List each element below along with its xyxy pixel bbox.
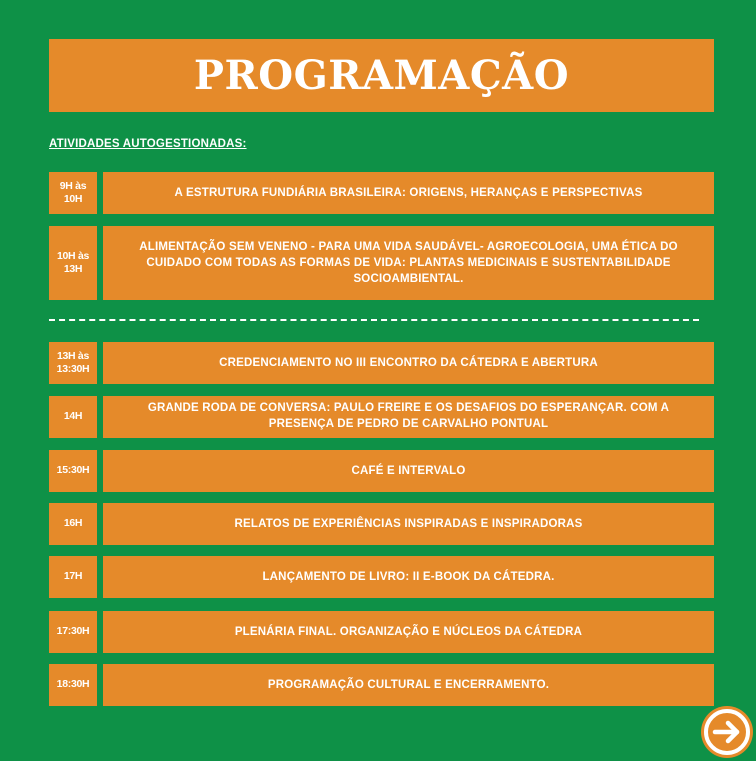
schedule-row	[49, 226, 714, 300]
time-slot	[49, 342, 97, 384]
time-slot: 17:30H	[49, 611, 97, 653]
schedule-row	[49, 503, 714, 545]
event-title: PLENÁRIA FINAL. ORGANIZAÇÃO E NÚCLEOS DA CÁTEDRA	[103, 611, 714, 653]
dashed-divider	[49, 319, 699, 321]
event-title: A ESTRUTURA FUNDIÁRIA BRASILEIRA: ORIGENS, HERANÇAS E PERSPECTIVAS	[103, 172, 714, 214]
time-slot	[49, 172, 97, 214]
arrow-right-circle-icon	[701, 706, 753, 758]
time-slot: 14H	[49, 396, 97, 438]
event-title: LANÇAMENTO DE LIVRO: II E-BOOK DA CÁTEDRA.	[103, 556, 714, 598]
page-title: PROGRAMAÇÃO	[193, 52, 570, 99]
title-banner	[49, 39, 714, 112]
time-start: 13H às	[56, 349, 90, 362]
time-end: 13H	[63, 263, 83, 275]
schedule-row	[49, 664, 714, 706]
schedule-row	[49, 396, 714, 438]
schedule-row	[49, 450, 714, 492]
section-label: ATIVIDADES AUTOGESTIONADAS:	[49, 138, 247, 150]
time-start: 9H às	[59, 179, 87, 192]
time-start: 10H às	[56, 249, 90, 262]
time-slot: 16H	[49, 503, 97, 545]
schedule-row	[49, 556, 714, 598]
next-button[interactable]	[701, 706, 753, 758]
schedule-row	[49, 342, 714, 384]
time-slot: 15:30H	[49, 450, 97, 492]
time-end: 10H	[63, 193, 83, 205]
event-title: PROGRAMAÇÃO CULTURAL E ENCERRAMENTO.	[103, 664, 714, 706]
time-end: 13:30H	[56, 363, 90, 375]
schedule-row	[49, 172, 714, 214]
schedule-row	[49, 611, 714, 653]
time-slot: 18:30H	[49, 664, 97, 706]
time-slot	[49, 226, 97, 300]
event-title: GRANDE RODA DE CONVERSA: PAULO FREIRE E OS DESAFIOS DO ESPERANÇAR. COM A PRESENÇA DE PEDRO DE CARVALHO PONTUAL	[103, 396, 714, 438]
event-title: ALIMENTAÇÃO SEM VENENO - PARA UMA VIDA SAUDÁVEL- AGROECOLOGIA, UMA ÉTICA DO CUIDADO COM TODAS AS FORMAS DE VIDA: PLANTAS MEDICINAIS E SUSTENTABILIDADE SOCIOAMBIENTAL.	[103, 226, 714, 300]
event-title: RELATOS DE EXPERIÊNCIAS INSPIRADAS E INSPIRADORAS	[103, 503, 714, 545]
event-title: CREDENCIAMENTO NO III ENCONTRO DA CÁTEDRA E ABERTURA	[103, 342, 714, 384]
time-slot: 17H	[49, 556, 97, 598]
event-title: CAFÉ E INTERVALO	[103, 450, 714, 492]
